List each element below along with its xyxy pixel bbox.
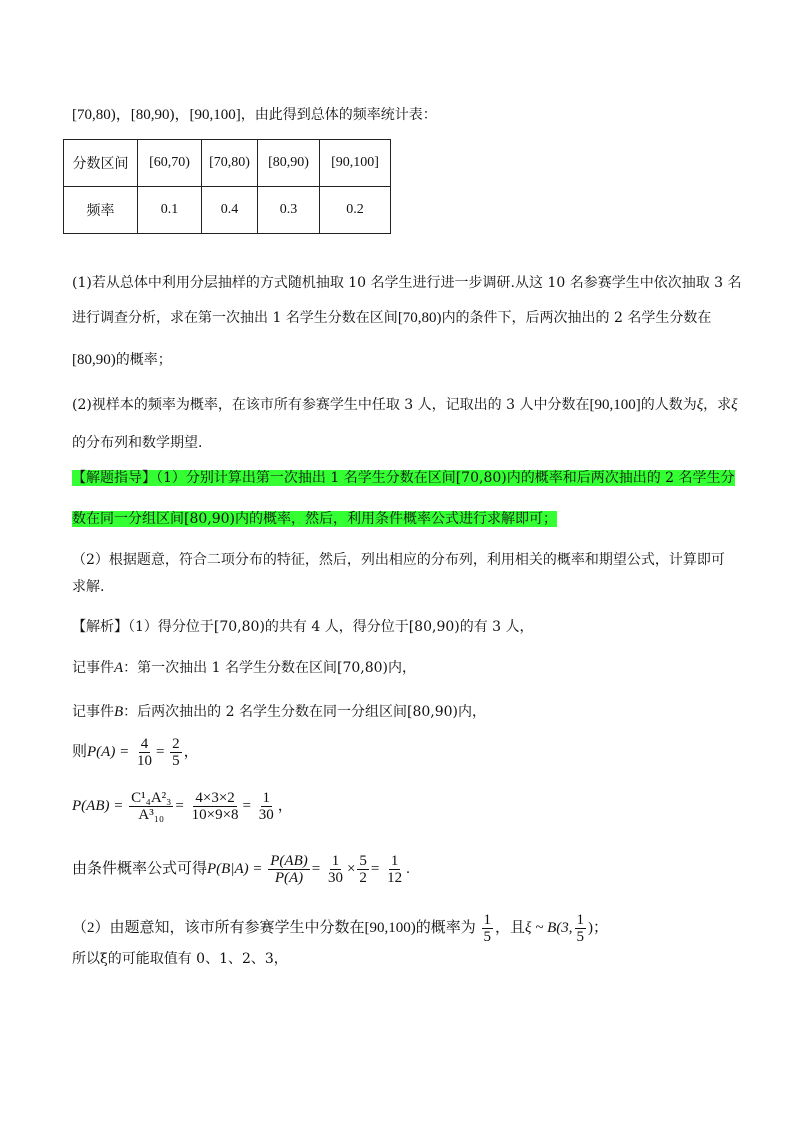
solution-line1: 【解析】（1）得分位于[70,80)的共有 4 人，得分位于[80,90)的有 3 人， bbox=[72, 619, 534, 635]
fraction-den: 2 bbox=[359, 870, 367, 886]
q2-line2: 的分布列和数学期望. bbox=[72, 435, 203, 451]
formula-text: . bbox=[406, 860, 410, 877]
q1-text: 进行调查分析，求在第一次抽出 1 名学生分数在区间 bbox=[72, 310, 398, 326]
q1-interval: [80,90) bbox=[72, 352, 116, 368]
table-value: 0.4 bbox=[202, 187, 258, 234]
fraction bbox=[170, 736, 182, 769]
formula-text: 的概率为 bbox=[415, 919, 476, 936]
event-text: 记事件 bbox=[72, 660, 114, 676]
formula-lhs: P(AB) = bbox=[72, 797, 124, 814]
fraction-den: A³₁₀ bbox=[138, 807, 165, 823]
formula-op: × bbox=[346, 860, 356, 877]
formula-text: 则 bbox=[72, 743, 88, 760]
q2-line1 bbox=[72, 394, 738, 416]
formula-text: ， bbox=[183, 743, 199, 760]
table-value: 0.2 bbox=[320, 187, 391, 234]
fraction-num: 1 bbox=[331, 853, 340, 869]
guide-line4: 求解. bbox=[72, 579, 105, 595]
fraction-num: P(AB) bbox=[270, 853, 308, 869]
formula-text: )； bbox=[588, 919, 608, 936]
fraction bbox=[357, 853, 369, 886]
fraction-num: 2 bbox=[172, 736, 180, 752]
fraction-num: 4 bbox=[140, 736, 149, 752]
q2-text: (2)视样本的频率为概率，在该市所有参赛学生中任取 3 人，记取出的 3 人中分数在 bbox=[72, 397, 590, 413]
table-row-label: 频率 bbox=[64, 187, 138, 234]
guide-line3: （2）根据题意，符合二项分布的特征，然后，列出相应的分布列，利用相关的概率和期望公式，计算即可 bbox=[72, 552, 725, 568]
table-value: 0.1 bbox=[138, 187, 202, 234]
formula-dist: ξ ~ B(3, bbox=[525, 919, 573, 936]
q1-line1: (1)若从总体中利用分层抽样的方式随机抽取 10 名学生进行进一步调研.从这 10 名参赛学生中依次抽取 3 名 bbox=[72, 275, 742, 291]
q2-text: 的人数为 bbox=[640, 397, 697, 413]
fraction-num: 5 bbox=[359, 853, 367, 869]
intro-text: ，由此得到总体的频率统计表： bbox=[240, 107, 437, 123]
fraction-den: 10 bbox=[136, 753, 152, 769]
formula-text: （2）由题意知，该市所有参赛学生中分数在 bbox=[72, 919, 365, 936]
guide-line2 bbox=[72, 508, 557, 530]
fraction-num: C¹₄A²₃ bbox=[131, 790, 172, 806]
guide-highlight: 【解题指导】（1）分别计算出第一次抽出 1 名学生分数在区间[70,80)内的概率和后两次抽出的 2 名学生分 bbox=[72, 470, 735, 486]
formula-text: ，且 bbox=[495, 919, 526, 936]
q2-text: ，求 bbox=[703, 397, 732, 413]
formula-interval: [90,100) bbox=[364, 919, 416, 936]
q2-solution-line bbox=[72, 912, 608, 945]
frequency-table bbox=[63, 139, 391, 234]
table-row bbox=[64, 140, 391, 187]
q1-interval: [70,80) bbox=[397, 310, 442, 326]
fraction bbox=[326, 853, 345, 886]
table-header-label: 分数区间 bbox=[64, 140, 138, 187]
table-row bbox=[64, 187, 391, 234]
intro-line bbox=[72, 104, 437, 126]
values-line: 所以ξ的可能取值有 0、1、2、3， bbox=[72, 951, 288, 967]
q2-interval: [90,100] bbox=[589, 397, 641, 413]
p-a-formula: 则P(A) = $\frac{4}{10}$ = $\frac{2}{5}$ ， bbox=[72, 736, 199, 769]
formula-text: ， bbox=[277, 797, 293, 814]
fraction-num: 1 bbox=[390, 853, 399, 869]
p-b-given-a-formula: 由条件概率公式可得P(B|A) = $\frac{P(AB)}{P(A)}$ = $\frac{1}{30}$ × $\frac{5}{2}$ = $\frac{1}{12}$ . bbox=[72, 853, 410, 886]
formula-lhs: P(B|A) = bbox=[207, 860, 263, 877]
q1-line3 bbox=[72, 349, 172, 371]
guide-highlight: 数在同一分组区间[80,90)内的概率，然后，利用条件概率公式进行求解即可； bbox=[72, 511, 558, 527]
fraction bbox=[268, 853, 309, 886]
q2-var: ξ bbox=[696, 397, 704, 413]
fraction-den: P(A) bbox=[274, 870, 304, 886]
q1-text: 的概率； bbox=[115, 352, 172, 368]
table-interval: [60,70) bbox=[138, 140, 202, 187]
event-b-line bbox=[72, 701, 486, 723]
event-var: B bbox=[114, 704, 124, 720]
fraction-num: 1 bbox=[262, 790, 271, 806]
fraction bbox=[257, 790, 276, 823]
table-interval: [70,80) bbox=[202, 140, 258, 187]
q1-line2 bbox=[72, 307, 711, 329]
fraction-den: 30 bbox=[258, 807, 274, 823]
fraction-den: 5 bbox=[172, 753, 180, 769]
fraction-num: 1 bbox=[483, 912, 492, 928]
event-a-line bbox=[72, 657, 416, 679]
fraction-num: 4×3×2 bbox=[195, 790, 235, 806]
table-value: 0.3 bbox=[258, 187, 320, 234]
event-text: ：后两次抽出的 2 名学生分数在同一分组区间[80,90)内， bbox=[123, 704, 486, 720]
fraction-den: 5 bbox=[576, 929, 584, 945]
event-text: ：第一次抽出 1 名学生分数在区间[70,80)内， bbox=[123, 660, 416, 676]
formula-lhs: P(A) = bbox=[87, 743, 130, 760]
fraction-den: 30 bbox=[327, 870, 343, 886]
fraction bbox=[190, 790, 241, 823]
guide-line1 bbox=[72, 467, 735, 489]
fraction-den: 12 bbox=[387, 870, 403, 886]
fraction bbox=[385, 853, 404, 886]
table-interval: [90,100] bbox=[320, 140, 391, 187]
intro-intervals: [70,80)，[80,90)，[90,100] bbox=[72, 107, 241, 123]
q1-text: 内的条件下，后两次抽出的 2 名学生分数在 bbox=[441, 310, 712, 326]
fraction-den: 5 bbox=[483, 929, 492, 945]
q2-var: ξ bbox=[731, 397, 738, 413]
event-text: 记事件 bbox=[72, 704, 114, 720]
fraction-num: 1 bbox=[576, 912, 584, 928]
fraction bbox=[482, 912, 494, 945]
event-var: A bbox=[114, 660, 124, 676]
formula-text: 由条件概率公式可得 bbox=[72, 860, 208, 877]
p-ab-formula: P(AB) = $\frac{\text{C¹₄A²₃}}{\text{A³₁₀}}$ = $\frac{4\times 3\times 2}{10\times 9\times 8}$ = $\frac{1}{30}$ ， bbox=[72, 790, 293, 823]
fraction bbox=[135, 736, 154, 769]
fraction bbox=[575, 912, 587, 945]
fraction bbox=[129, 790, 173, 823]
fraction-den: 10×9×8 bbox=[191, 807, 239, 823]
table-interval: [80,90) bbox=[258, 140, 320, 187]
